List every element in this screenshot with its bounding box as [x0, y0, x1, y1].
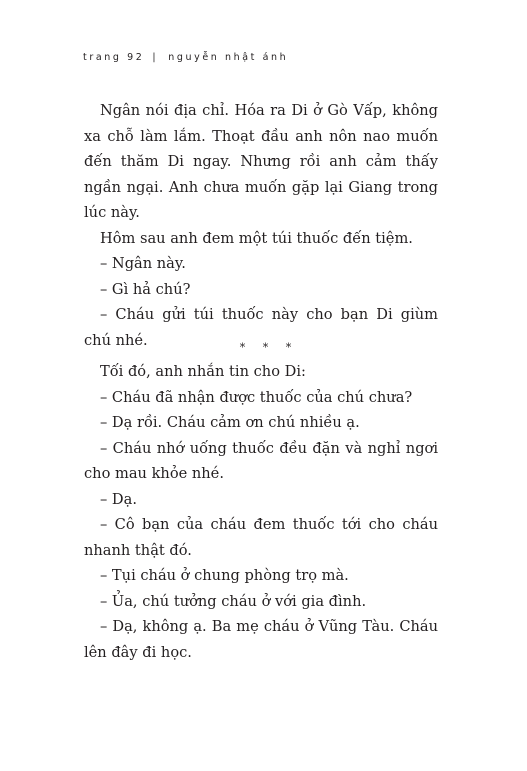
dialogue-line: – Gì hả chú?	[100, 280, 191, 298]
dialogue-line: – Cháu đã nhận được thuốc của chú chưa?	[100, 388, 413, 406]
running-header	[83, 52, 288, 63]
section-2-text	[84, 359, 438, 665]
dialogue-line: – Tụi cháu ở chung phòng trọ mà.	[100, 567, 349, 584]
author-name: nguyễn nhật ánh	[168, 52, 289, 63]
section-1-text	[84, 98, 438, 353]
dialogue-line: – Ngân này.	[100, 255, 186, 272]
dialogue-line: – Ủa, chú tưởng cháu ở với gia đình.	[100, 592, 367, 610]
dialogue-line: – Cô bạn của cháu đem thuốc tới cho cháu nhanh thật đó.	[84, 516, 438, 559]
paragraph: Ngân nói địa chỉ. Hóa ra Di ở Gò Vấp, không xa chỗ làm lắm. Thoạt đầu anh nôn nao muốn đến thăm Di ngay. Nhưng rồi anh cảm thấy ngần ngại. Anh chưa muốn gặp lại Giang trong lúc này.	[84, 102, 438, 221]
paragraph: Tối đó, anh nhắn tin cho Di:	[100, 363, 306, 380]
dialogue-line: – Cháu gửi túi thuốc này cho bạn Di giùm chú nhé.	[84, 306, 438, 349]
header-separator: |	[152, 52, 159, 63]
paragraph: Hôm sau anh đem một túi thuốc đến tiệm.	[100, 229, 413, 247]
dialogue-line: – Dạ.	[100, 490, 137, 508]
section-break: * * *	[239, 341, 299, 354]
dialogue-line: – Dạ, không ạ. Ba mẹ cháu ở Vũng Tàu. Cháu lên đây đi học.	[84, 618, 438, 661]
page-label: trang 92	[83, 52, 145, 63]
dialogue-line: – Cháu nhớ uống thuốc đều đặn và nghỉ ngơi cho mau khỏe nhé.	[84, 439, 438, 482]
dialogue-line: – Dạ rồi. Cháu cảm ơn chú nhiều ạ.	[100, 414, 360, 431]
